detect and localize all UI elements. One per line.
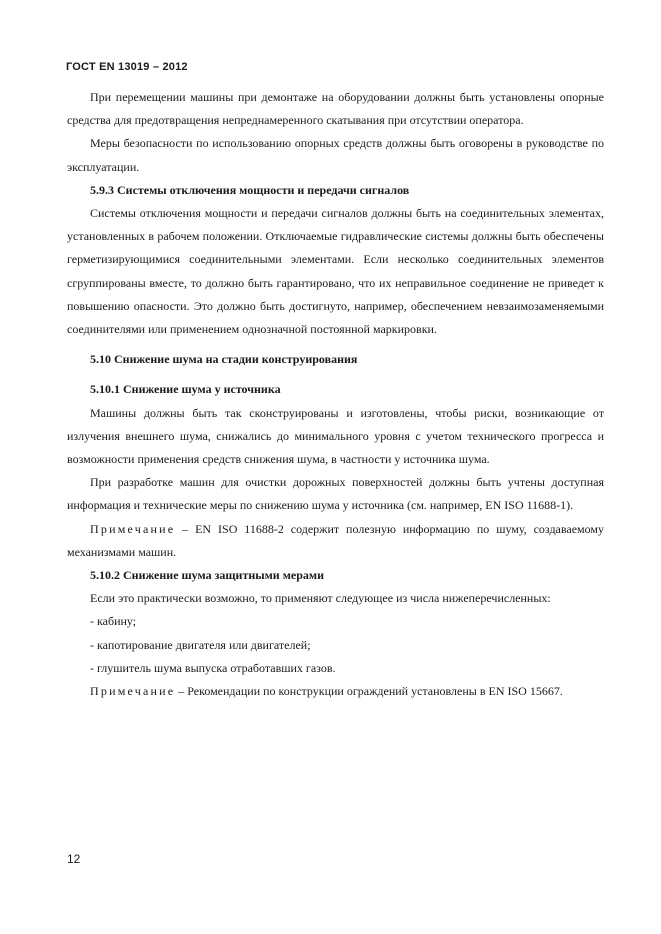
note	[67, 518, 604, 564]
section-heading-5-9-3: 5.9.3 Системы отключения мощности и передачи сигналов	[90, 182, 410, 197]
list-item: - кабину;	[90, 614, 137, 629]
document-header: ГОСТ EN 13019 – 2012	[66, 61, 188, 73]
note-label: Примечание	[90, 521, 176, 536]
note-text: – EN ISO 11688-2 содержит полезную информацию по шуму, создаваемому механизмами машин.	[67, 521, 604, 559]
section-heading-5-10: 5.10 Снижение шума на стадии конструирования	[90, 352, 358, 367]
paragraph: При перемещении машины при демонтаже на оборудовании должны быть установлены опорные средства для предотвращения непреднамеренного скатывания при отсутствии оператора.	[67, 90, 604, 128]
paragraph: Меры безопасности по использованию опорных средств должны быть оговорены в руководстве по эксплуатации.	[67, 136, 604, 174]
page-number: 12	[67, 852, 81, 866]
paragraph: Если это практически возможно, то применяют следующее из числа нижеперечисленных:	[90, 591, 551, 606]
page-body	[67, 86, 604, 703]
list-item: - капотирование двигателя или двигателей;	[90, 637, 311, 652]
paragraph: Машины должны быть так сконструированы и изготовлены, чтобы риски, возникающие от излучения внешнего шума, снижались до минимального уровня с учетом технического прогресса и возможности применения средств снижения шума, в частности у источника шума.	[67, 405, 604, 467]
note-text: – Рекомендации по конструкции ограждений установлены в EN ISO 15667.	[175, 684, 563, 699]
note-label: Примечание	[90, 684, 176, 699]
paragraph: Системы отключения мощности и передачи сигналов должны быть на соединительных элементах, установленных в рабочем положении. Отключаемые гидравлические системы должны быть обеспечены герметизирующимися соединительными элементами. Если несколько соединительных элементов сгруппированы вместе, то должно быть гарантировано, что их неправильное соединение не приведет к повышению опасности. Это должно быть достигнуто, например, обеспечением невзаимозаменяемыми соединителями или применением однозначной постоянной маркировки.	[67, 206, 604, 337]
list-item: - глушитель шума выпуска отработавших газов.	[90, 660, 336, 675]
section-heading-5-10-1: 5.10.1 Снижение шума у источника	[90, 382, 281, 397]
paragraph: При разработке машин для очистки дорожных поверхностей должны быть учтены доступная информация и технические меры по снижению шума у источника (см. например, EN ISO 11688-1).	[67, 475, 604, 513]
note	[67, 680, 604, 703]
section-heading-5-10-2: 5.10.2 Снижение шума защитными мерами	[90, 568, 324, 583]
